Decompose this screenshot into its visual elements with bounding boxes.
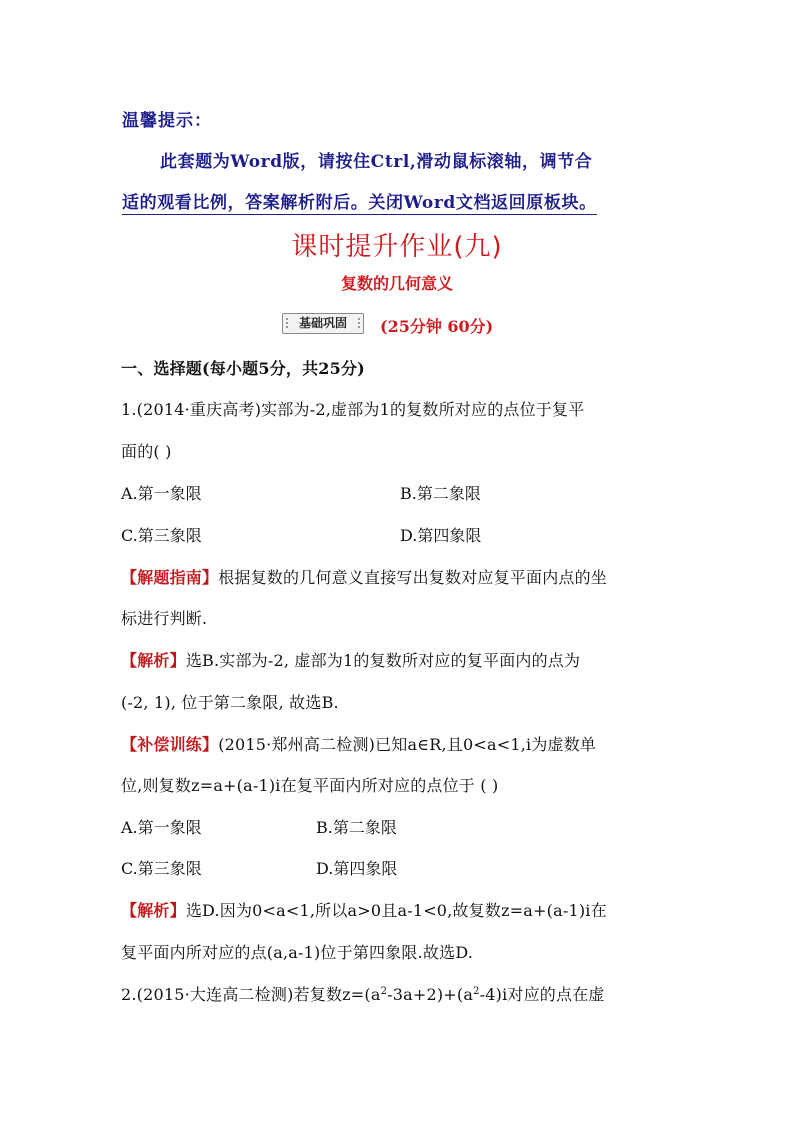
practice-line-2: 位,则复数z=a+(a-1)i在复平面内所对应的点位于 ( ): [121, 776, 499, 795]
practice-analysis-text: 选D.因为0<a<1,所以a>0且a-1<0,故复数z=a+(a-1)i在: [185, 901, 607, 920]
practice-analysis-tag: 【解析】: [121, 901, 186, 920]
q2-text-b: -3a+2)+(a: [387, 985, 474, 1004]
practice-analysis-line-2: 复平面内所对应的点(a,a-1)位于第四象限.故选D.: [121, 943, 474, 962]
tip-title: 温馨提示：: [122, 111, 212, 131]
analysis-tag: 【解析】: [121, 651, 186, 670]
practice-analysis: [121, 898, 607, 921]
q2-exponent-1: 2: [380, 986, 388, 997]
q2-exponent-2: 2: [473, 986, 480, 997]
practice-tag: 【补偿训练】: [121, 735, 219, 754]
guide-text: 根据复数的几何意义直接写出复数对应复平面内点的坐: [218, 568, 608, 587]
page-subtitle: 复数的几何意义: [340, 274, 453, 293]
analysis-text: 选B.实部为-2, 虚部为1的复数所对应的复平面内的点为: [185, 651, 581, 670]
question-1-option-a: A.第一象限: [121, 484, 202, 503]
question-1-analysis-line-2: (-2, 1), 位于第二象限, 故选B.: [121, 693, 339, 712]
question-1-option-c: C.第三象限: [121, 526, 202, 545]
question-1-analysis: [121, 648, 580, 671]
q2-text-a: 2.(2015·大连高二检测)若复数z=(a: [121, 985, 381, 1004]
section-badge: 基础巩固: [282, 313, 364, 334]
practice-text: (2015·郑州高二检测)已知a∈R,且0<a<1,i为虚数单: [218, 735, 597, 754]
practice-option-c: C.第三象限: [121, 859, 202, 878]
question-1-option-d: D.第四象限: [400, 526, 482, 545]
question-1-option-b: B.第二象限: [400, 484, 481, 503]
tip-line-2: 适的观看比例，答案解析附后。关闭Word文档返回原板块。: [122, 188, 597, 215]
question-1-line-2: 面的( ): [121, 442, 172, 461]
practice-option-a: A.第一象限: [121, 818, 202, 837]
practice-option-d: D.第四象限: [316, 859, 398, 878]
guide-tag: 【解题指南】: [121, 568, 219, 587]
practice-option-b: B.第二象限: [316, 818, 397, 837]
question-1-line-1: 1.(2014·重庆高考)实部为-2,虚部为1的复数所对应的点位于复平: [121, 400, 585, 419]
page-title: 课时提升作业(九): [291, 232, 503, 262]
tip-line-1: 此套题为Word版，请按住Ctrl,滑动鼠标滚轴，调节合: [160, 152, 593, 172]
practice-line-1: [121, 732, 596, 755]
time-score-note: (25分钟 60分): [380, 317, 494, 336]
question-1-guide-line-2: 标进行判断.: [121, 609, 208, 628]
question-2-line-1: [121, 982, 605, 1005]
q2-text-c: -4)i对应的点在虚: [479, 985, 605, 1004]
question-1-guide: [121, 565, 607, 588]
section-heading: 一、选择题(每小题5分，共25分): [121, 359, 365, 378]
